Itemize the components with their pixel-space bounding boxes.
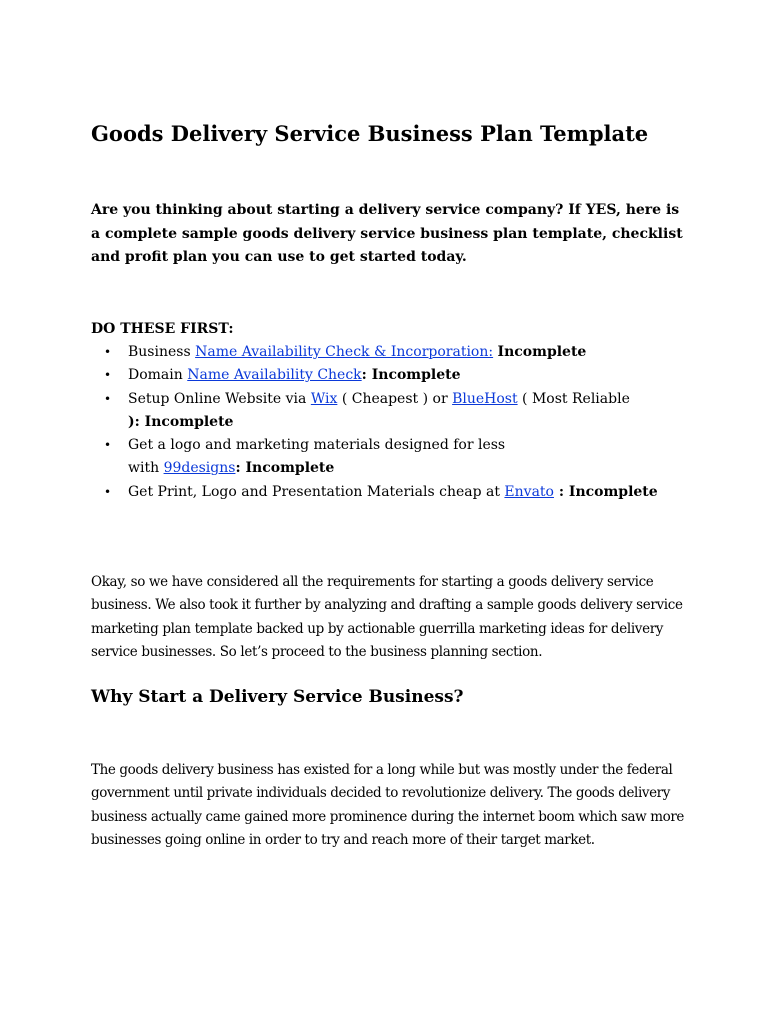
- domain-availability-link[interactable]: Name Availability Check: [187, 367, 362, 384]
- item-suffix: :: [553, 483, 569, 500]
- 99designs-link[interactable]: 99designs: [163, 460, 236, 477]
- item-prefix: Domain: [128, 367, 188, 384]
- wix-link[interactable]: Wix: [310, 390, 338, 407]
- checklist-item-domain: [91, 364, 691, 387]
- item-prefix: Get Print, Logo and Presentation Materials cheap at: [128, 483, 505, 500]
- item-suffix: :: [361, 367, 372, 384]
- checklist-item-website: [91, 388, 691, 435]
- item-prefix2: with: [128, 460, 164, 477]
- intro-paragraph: Are you thinking about starting a delivery service company? If YES, here is a complete sample goods delivery service business plan template, checklist and profit plan you can use to get started today.: [91, 202, 683, 265]
- status-incomplete: Incomplete: [371, 367, 461, 384]
- item-suffix2: ):: [128, 413, 145, 430]
- checklist-item-name-check: [91, 341, 691, 364]
- why-start-heading: Why Start a Delivery Service Business?: [91, 687, 464, 707]
- page-title: Goods Delivery Service Business Plan Template: [91, 121, 649, 146]
- item-middle: ( Cheapest ) or: [337, 390, 453, 407]
- bullet-icon: •: [104, 438, 112, 453]
- status-incomplete: Incomplete: [144, 413, 234, 430]
- item-continuation: [128, 411, 691, 434]
- requirements-paragraph: Okay, so we have considered all the requirements for starting a goods delivery service business. We also took it further by analyzing and drafting a sample goods delivery service marketing plan template backed up by actionable guerrilla marketing ideas for delivery service businesses. So let’s proceed to the business planning section.: [91, 574, 683, 660]
- bluehost-link[interactable]: BlueHost: [452, 390, 518, 407]
- history-paragraph: The goods delivery business has existed for a long while but was mostly under the federal government until private individuals decided to revolutionize delivery. The goods delivery business actually came gained more prominence during the internet boom which saw more businesses going online in order to try and reach more of their target market.: [91, 762, 684, 848]
- item-suffix: :: [235, 460, 246, 477]
- bullet-icon: •: [104, 345, 112, 359]
- bullet-icon: •: [104, 391, 112, 406]
- bullet-icon: •: [104, 484, 112, 499]
- checklist: [91, 341, 691, 504]
- status-incomplete: Incomplete: [568, 483, 658, 500]
- item-suffix: ( Most Reliable: [517, 390, 630, 407]
- item-prefix: Business: [128, 344, 196, 360]
- bullet-icon: •: [104, 368, 112, 383]
- status-incomplete: Incomplete: [245, 460, 335, 477]
- item-prefix: Get a logo and marketing materials designed for less: [128, 437, 506, 454]
- name-availability-incorporation-link[interactable]: Name Availability Check & Incorporation:: [195, 344, 494, 360]
- checklist-item-logo: [91, 434, 691, 481]
- checklist-item-print: [91, 481, 691, 504]
- do-these-first-heading: DO THESE FIRST:: [91, 321, 234, 337]
- status-incomplete: Incomplete: [497, 344, 587, 360]
- item-prefix: Setup Online Website via: [128, 390, 311, 407]
- envato-link[interactable]: Envato: [504, 483, 554, 500]
